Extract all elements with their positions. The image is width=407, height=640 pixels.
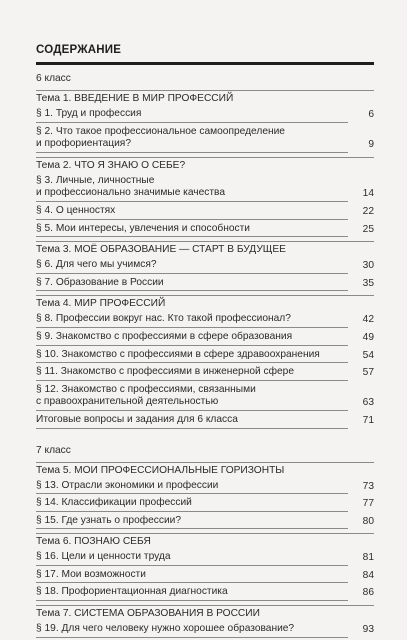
theme-title: Тема 1. ВВЕДЕНИЕ В МИР ПРОФЕССИЙ: [36, 90, 374, 107]
theme-group: [36, 605, 374, 640]
toc-entry[interactable]: [36, 174, 374, 204]
toc-entry-line: § 3. Личные, личностные: [36, 174, 155, 186]
toc-entry-page: 54: [362, 349, 374, 361]
toc-entry-row: [36, 551, 374, 566]
toc-entry-line: Итоговые вопросы и задания для 6 класса: [36, 413, 238, 425]
toc-entry-text: [36, 277, 348, 292]
toc-entry-row: [36, 349, 374, 364]
toc-entry-line: § 11. Знакомство с профессиями в инженерной сфере: [36, 366, 294, 378]
toc-entry-page: 9: [368, 139, 374, 151]
toc-entry-page: 14: [362, 188, 374, 200]
toc-entry-line: § 19. Для чего человеку нужно хорошее образование?: [36, 623, 295, 635]
toc-body: [36, 73, 374, 640]
toc-entry-line: и профориентация?: [36, 138, 131, 150]
toc-entry-text: [36, 313, 348, 328]
toc-entry-line: § 16. Цели и ценности труда: [36, 551, 171, 563]
theme-title: Тема 7. СИСТЕМА ОБРАЗОВАНИЯ В РОССИИ: [36, 605, 374, 622]
toc-entry-line: § 18. Профориентационная диагностика: [36, 586, 228, 598]
grade-title: 7 класс: [36, 444, 71, 456]
toc-entry-page: 30: [362, 260, 374, 272]
toc-entry-row: [36, 205, 374, 220]
toc-entry-line: § 8. Профессии вокруг нас. Кто такой профессионал?: [36, 313, 291, 325]
toc-entry-text: [36, 175, 348, 202]
toc-entry-line: § 6. Для чего мы учимся?: [36, 259, 157, 271]
toc-entry-page: 63: [362, 397, 374, 409]
toc-entry-row: [36, 497, 374, 512]
toc-entry-row: [36, 586, 374, 601]
heading-rule: [36, 62, 374, 65]
toc-entry[interactable]: [36, 107, 374, 125]
toc-entry-text: [36, 331, 348, 346]
toc-entry[interactable]: [36, 276, 374, 294]
toc-entry-page: 25: [362, 223, 374, 235]
toc-entry-row: [36, 331, 374, 346]
toc-entry-row: [36, 366, 374, 381]
toc-entry-line: § 10. Знакомство с профессиями в сфере здравоохранения: [36, 348, 320, 360]
toc-entry[interactable]: [36, 585, 374, 603]
toc-entry-text: [36, 384, 348, 411]
toc-entry-line: § 17. Мои возможности: [36, 568, 146, 580]
toc-entry-row: [36, 259, 374, 274]
toc-entry-text: [36, 497, 348, 512]
toc-entry-row: [36, 175, 374, 202]
toc-entry-row: [36, 313, 374, 328]
toc-entry-row: [36, 108, 374, 123]
toc-entry-page: 35: [362, 277, 374, 289]
toc-entry-row: [36, 515, 374, 530]
toc-entry-page: 81: [362, 552, 374, 564]
toc-entry-line: § 1. Труд и профессия: [36, 108, 142, 119]
toc-entry-text: [36, 414, 348, 429]
toc-entry-page: 86: [362, 587, 374, 599]
toc-entry-text: [36, 623, 348, 638]
toc-entry-line: с правоохранительной деятельностью: [36, 396, 219, 408]
toc-entry[interactable]: [36, 258, 374, 276]
toc-entry-text: [36, 515, 348, 530]
toc-heading: СОДЕРЖАНИЕ: [36, 44, 122, 56]
toc-entry-page: 42: [362, 314, 374, 326]
toc-entry-page: 49: [362, 331, 374, 343]
toc-entry-line: § 15. Где узнать о профессии?: [36, 514, 182, 526]
toc-entry-text: [36, 366, 348, 381]
grade-gap: [36, 433, 374, 443]
toc-entry-row: [36, 414, 374, 429]
toc-entry-row: [36, 277, 374, 292]
toc-entry[interactable]: [36, 568, 374, 586]
toc-entry-row: [36, 126, 374, 153]
toc-entry[interactable]: [36, 330, 374, 348]
theme-group: [36, 90, 374, 155]
toc-entry-line: § 7. Образование в России: [36, 276, 164, 288]
toc-entry-line: § 5. Мои интересы, увлечения и способности: [36, 222, 250, 234]
toc-entry-row: [36, 569, 374, 584]
toc-entry-page: 57: [362, 367, 374, 379]
toc-entry[interactable]: [36, 204, 374, 222]
toc-entry[interactable]: [36, 622, 374, 640]
toc-entry-text: [36, 480, 348, 495]
theme-title: Тема 6. ПОЗНАЮ СЕБЯ: [36, 533, 374, 550]
toc-entry-line: § 12. Знакомство с профессиями, связанными: [36, 383, 256, 395]
toc-entry-row: [36, 623, 374, 638]
toc-entry-page: 80: [362, 515, 374, 527]
theme-group: [36, 533, 374, 603]
toc-entry-page: 84: [362, 569, 374, 581]
toc-entry-text: [36, 551, 348, 566]
toc-entry-page: 73: [362, 480, 374, 492]
theme-group: [36, 241, 374, 293]
toc-entry-text: [36, 126, 348, 153]
toc-entry[interactable]: [36, 222, 374, 240]
theme-title: Тема 5. МОИ ПРОФЕССИОНАЛЬНЫЕ ГОРИЗОНТЫ: [36, 462, 374, 479]
toc-entry-line: § 2. Что такое профессиональное самоопределение: [36, 125, 285, 137]
toc-entry-text: [36, 259, 348, 274]
theme-title: Тема 4. МИР ПРОФЕССИЙ: [36, 295, 374, 312]
toc-entry[interactable]: [36, 413, 374, 431]
toc-entry[interactable]: [36, 514, 374, 532]
toc-entry[interactable]: [36, 550, 374, 568]
toc-entry-row: [36, 480, 374, 495]
toc-entry-line: § 4. О ценностях: [36, 204, 116, 216]
toc-entry-line: и профессионально значимые качества: [36, 187, 226, 199]
theme-title: Тема 2. ЧТО Я ЗНАЮ О СЕБЕ?: [36, 157, 374, 174]
theme-title: Тема 3. МОЁ ОБРАЗОВАНИЕ — СТАРТ В БУДУЩЕЕ: [36, 241, 374, 258]
grade-title: 6 класс: [36, 73, 71, 84]
toc-entry[interactable]: [36, 312, 374, 330]
toc-entry-line: § 9. Знакомство с профессиями в сфере образования: [36, 330, 293, 342]
toc-entry-page: 22: [362, 205, 374, 217]
toc-entry[interactable]: [36, 383, 374, 413]
toc-entry-text: [36, 223, 348, 238]
toc-entry[interactable]: [36, 365, 374, 383]
theme-group: [36, 157, 374, 239]
toc-entry-text: [36, 569, 348, 584]
theme-group: [36, 295, 374, 430]
toc-entry-row: [36, 223, 374, 238]
toc-entry-text: [36, 349, 348, 364]
toc-entry-page: 77: [362, 498, 374, 510]
toc-entry-text: [36, 205, 348, 220]
toc-entry-page: 71: [362, 414, 374, 426]
toc-entry-text: [36, 586, 348, 601]
toc-entry[interactable]: [36, 125, 374, 155]
toc-entry[interactable]: [36, 479, 374, 497]
toc-entry-text: [36, 108, 348, 123]
toc-entry[interactable]: [36, 496, 374, 514]
toc-entry-row: [36, 384, 374, 411]
toc-entry-line: § 14. Классификации профессий: [36, 497, 192, 509]
theme-group: [36, 462, 374, 532]
toc-entry[interactable]: [36, 348, 374, 366]
toc-entry-page: 6: [368, 109, 374, 120]
toc-entry-page: 93: [362, 624, 374, 636]
toc-entry-line: § 13. Отрасли экономики и профессии: [36, 479, 219, 491]
